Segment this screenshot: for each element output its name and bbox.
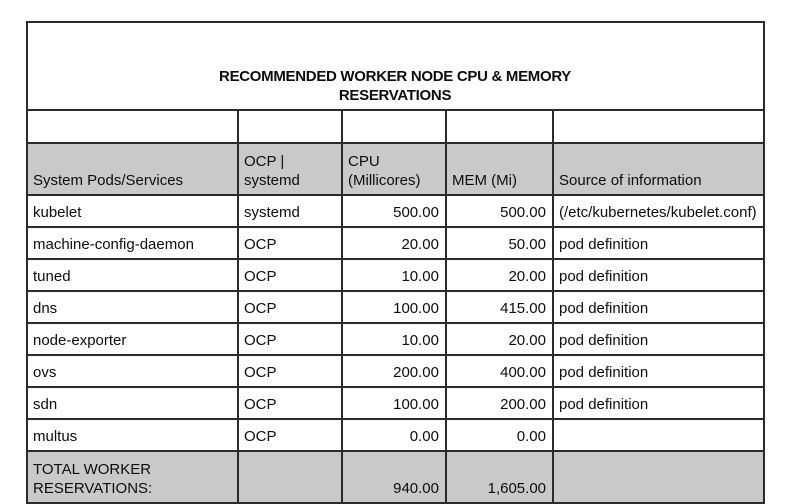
cpu-cell: 100.00 (342, 291, 446, 323)
reservations-sheet (26, 21, 765, 504)
page-title-line2: RESERVATIONS (338, 87, 452, 104)
source-cell: pod definition (553, 291, 764, 323)
source-cell: pod definition (553, 355, 764, 387)
col-header-mem-line2: MEM (Mi) (452, 172, 517, 189)
cpu-cell: 10.00 (342, 323, 446, 355)
type-cell: OCP (238, 227, 342, 259)
total-label-line2: RESERVATIONS: (33, 480, 153, 497)
table-row-sdn (27, 387, 764, 419)
spacer-cell (553, 110, 764, 143)
col-header-mem (446, 143, 553, 195)
type-cell: OCP (238, 259, 342, 291)
header-row (27, 143, 764, 195)
total-source-cell (553, 451, 764, 503)
source-cell: pod definition (553, 227, 764, 259)
col-header-source (553, 143, 764, 195)
total-row (27, 451, 764, 503)
service-name-cell: machine-config-daemon (27, 227, 238, 259)
source-cell: (/etc/kubernetes/kubelet.conf) (553, 195, 764, 227)
col-header-services (27, 143, 238, 195)
table-row-node-exporter (27, 323, 764, 355)
service-name-cell: multus (27, 419, 238, 451)
source-cell: pod definition (553, 387, 764, 419)
cpu-cell: 20.00 (342, 227, 446, 259)
type-cell: OCP (238, 291, 342, 323)
spacer-row (27, 110, 764, 143)
col-header-ocp-systemd-line2: systemd (244, 172, 300, 189)
spacer-cell (27, 110, 238, 143)
col-header-ocp-systemd-line1: OCP | (244, 153, 285, 170)
page-title (27, 22, 764, 110)
table-row-kubelet (27, 195, 764, 227)
mem-cell: 0.00 (446, 419, 553, 451)
total-mem-cell: 1,605.00 (446, 451, 553, 503)
cpu-cell: 100.00 (342, 387, 446, 419)
cpu-cell: 500.00 (342, 195, 446, 227)
page-title-line1: RECOMMENDED WORKER NODE CPU & MEMORY (219, 68, 572, 85)
mem-cell: 400.00 (446, 355, 553, 387)
type-cell: OCP (238, 419, 342, 451)
cpu-cell: 0.00 (342, 419, 446, 451)
table-row-multus (27, 419, 764, 451)
reservations-table (26, 21, 765, 504)
cpu-cell: 10.00 (342, 259, 446, 291)
total-type-cell (238, 451, 342, 503)
service-name-cell: kubelet (27, 195, 238, 227)
mem-cell: 50.00 (446, 227, 553, 259)
table-row-tuned (27, 259, 764, 291)
mem-cell: 500.00 (446, 195, 553, 227)
type-cell: OCP (238, 355, 342, 387)
col-header-cpu-line2: (Millicores) (348, 172, 421, 189)
source-cell: pod definition (553, 259, 764, 291)
spacer-cell (446, 110, 553, 143)
total-label-cell (27, 451, 238, 503)
spacer-cell (238, 110, 342, 143)
title-row (27, 22, 764, 110)
spacer-cell (342, 110, 446, 143)
total-label-line1: TOTAL WORKER (33, 461, 152, 478)
table-row-dns (27, 291, 764, 323)
mem-cell: 415.00 (446, 291, 553, 323)
col-header-ocp-systemd (238, 143, 342, 195)
service-name-cell: ovs (27, 355, 238, 387)
col-header-services-line2: System Pods/Services (33, 172, 184, 189)
total-cpu-cell: 940.00 (342, 451, 446, 503)
col-header-source-line2: Source of information (559, 172, 702, 189)
source-cell: pod definition (553, 323, 764, 355)
table-row-machine-config-daemon (27, 227, 764, 259)
mem-cell: 20.00 (446, 259, 553, 291)
type-cell: systemd (238, 195, 342, 227)
table-row-ovs (27, 355, 764, 387)
type-cell: OCP (238, 387, 342, 419)
service-name-cell: sdn (27, 387, 238, 419)
col-header-cpu (342, 143, 446, 195)
service-name-cell: tuned (27, 259, 238, 291)
mem-cell: 200.00 (446, 387, 553, 419)
service-name-cell: node-exporter (27, 323, 238, 355)
cpu-cell: 200.00 (342, 355, 446, 387)
source-cell (553, 419, 764, 451)
type-cell: OCP (238, 323, 342, 355)
mem-cell: 20.00 (446, 323, 553, 355)
col-header-cpu-line1: CPU (348, 153, 380, 170)
service-name-cell: dns (27, 291, 238, 323)
